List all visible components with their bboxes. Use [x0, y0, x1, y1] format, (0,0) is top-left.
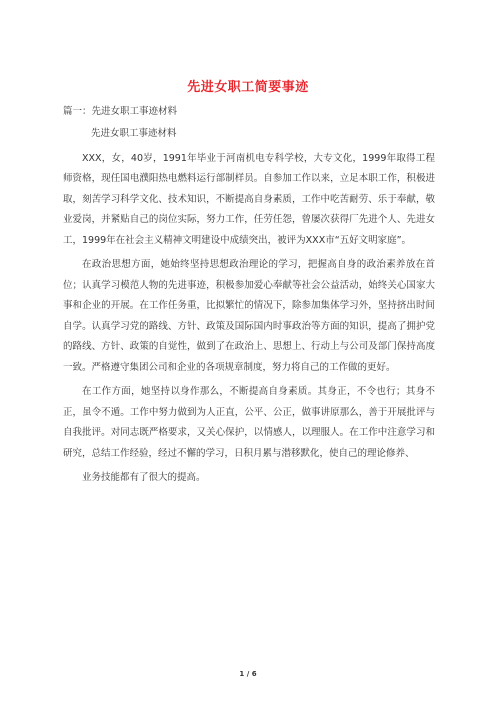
subheading-paragraph: 先进女职工事迹材料	[91, 128, 177, 139]
document-title: 先进女职工简要事迹	[187, 80, 309, 95]
section-heading: 篇一：先进女职工事迹材料	[63, 106, 178, 117]
body-paragraph-3: 在工作方面，她坚持以身作那么，不断提高自身素质。其身正，不令也行；其身不正，虽令不遁。工作中努力做到为人正直，公平、公正，做事讲原那么，善于开展批评与自我批评。对同志既严格要求，又关心保护，以情感人，以理服人。在工作中注意学习和研究，总结工作经验，经过不懈的学习，日积月累与潜移默化，使自己的理论修养、	[63, 386, 435, 459]
document-body	[63, 124, 435, 489]
body-paragraph-4: 业务技能都有了很大的提高。	[82, 472, 206, 483]
body-paragraph-1: XXX，女，40岁，1991年毕业于河南机电专科学校，大专文化，1999年取得工程师资格，现任国电濮阳热电燃料运行部制样员。自参加工作以来，立足本职工作，积极进取，刻苦学习科学文化、技术知识，不断提高自身素质，工作中吃苦耐劳、乐于奉献，敬业爱岗，并紧贴自己的岗位实际，努力工作，任劳任怨，曾屡次获得厂先进个人、先进女工，1999年在社会主义精神文明建设中成绩突出，被评为XXX市“五好文明家庭”。	[63, 152, 435, 246]
page-indicator: 1 / 6	[239, 670, 257, 678]
body-paragraph-2: 在政治思想方面，她始终坚持思想政治理论的学习，把握高自身的政治素养放在首位；认真学习模范人物的先进事迹，积极参加爱心奉献等社会公益活动，始终关心国家大事和企业的开展。在工作任务重，比拟繁忙的情况下，除参加集体学习外，坚持挤出时间自学。认真学习党的路线、方针、政策及国际国内时事政治等方面的知识，提高了拥护党的路线、方针、政策的自觉性，做到了在政治上、思想上、行动上与公司及部门保持高度一致。严格遵守集团公司和企业的各项规章制度，努力将自己的工作做的更好。	[63, 259, 435, 373]
